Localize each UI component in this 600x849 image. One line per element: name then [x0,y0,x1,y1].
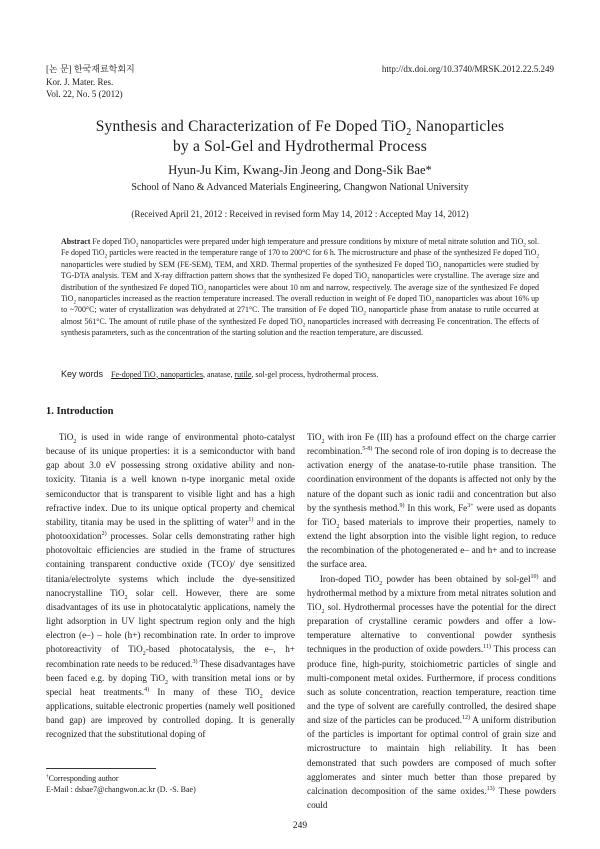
abstract-label: Abstract [61,237,91,246]
keywords: Key words Fe-doped TiO$_2$ nanoparticles, anatase, rutile, sol-gel process, hydrothermal process. [61,369,379,382]
journal-korean-name: [논 문] 한국재료학회지 [46,64,135,74]
received-dates: (Received April 21, 2012 : Received in revised form May 14, 2012 : Accepted May 14, 2012) [131,209,469,219]
page-number: 249 [292,821,308,831]
journal-header [46,63,135,101]
section-heading-introduction: 1. Introduction [46,406,114,417]
paragraph: TiO$_2$ with iron Fe (III) has a profound effect on the charge carrier recombination.$^{5-8)}$ The second role of iron doping is to decrease the activation energy of the anatase-to-rutile phase transition. The coordination environment of the dopants is affected not only by the nature of the dopant such as ionic radii and concentration but also by the synthesis method.$^{9)}$ In this work, $Fe^{3+}$ were used as dopants for TiO$_2$ based materials to improve their properties, namely to extend the light absorption into the visible light region, to reduce the recombination of the photogenerated e– and h+ and to increase the surface area. [307,432,556,570]
affiliation: School of Nano & Advanced Materials Engineering, Changwon National University [131,182,469,193]
journal-abbrev: Kor. J. Mater. Res. [46,76,114,87]
abstract: Abstract Fe doped TiO$_2$ nanoparticles were prepared under high temperature and pressure conditions by mixture of metal nitrate solution and TiO$_2$ sol. Fe doped TiO$_2$ particles were reacted in the temperature range of 170 to 200°C for 6 h. The microstructure and phase of the synthesized Fe doped TiO$_2$ nanoparticles were studied by SEM (FE-SEM), TEM, and XRD. Thermal properties of the synthesized Fe doped TiO$_2$ nanoparticles were studied by TG-DTA analysis. TEM and X-ray diffraction pattern shows that the synthesized Fe doped TiO$_2$ nanoparticles were crystalline. The average size and distribution of the synthesized Fe doped TiO$_2$ nanoparticles were about 10 nm and narrow, respectively. The average size of the synthesized Fe doped TiO$_2$ nanoparticles increased as the reaction temperature increased. The overall reduction in weight of Fe doped TiO$_2$ nanoparticles was about 16% up to ~700°C; water of crystallization was dehydrated at 271°C. The transition of Fe doped TiO$_2$ nanoparticle phase from anatase to rutile occurred at almost 561°C. The amount of rutile phase of the synthesized Fe doped TiO$_2$ nanoparticles increased with decreasing Fe concentration. The effects of synthesis parameters, such as the concentration of the starting solution and the reaction temperature, are discussed. [61,237,540,338]
author-list: Hyun-Ju Kim, Kwang-Jin Jeong and Dong-Sik Bae* [168,163,432,177]
paragraph: Iron-doped TiO$_2$ powder has been obtained by sol-gel$^{10)}$ and hydrothermal method by a mixture from metal nitrates solution and TiO$_2$ sol. Hydrothermal processes have the potential for the direct preparation of crystalline ceramic powders and offer a low-temperature alternative to conventional powder synthesis techniques in the production of oxide powders.$^{11)}$ This process can produce fine, high-purity, stoichiometric particles of single and multi-component metal oxides. Furthermore, if process conditions such as solute concentration, reaction temperature, reaction time and the type of solvent are carefully controlled, the desired shape and size of the particles can be produced.$^{12)}$ A uniform distribution of the particles is important for optimal control of grain size and microstructure to maintain high reliability. It has been demonstrated that such powders are composed of much softer agglomerates and sinter much better than those prepared by calcination decomposition of the same oxides.$^{13)}$ These powders could [307,573,556,811]
paper-title: Synthesis and Characterization of Fe Doped TiO$_2$ Nanoparticles by a Sol-Gel and Hydrothermal Process [95,118,505,155]
doi-link[interactable]: http://dx.doi.org/10.3740/MRSK.2012.22.5.249 [381,64,554,74]
body-column-right [307,430,556,812]
footnote: †Corresponding author E-Mail : dsbae7@changwon.ac.kr (D. -S. Bae) [46,773,196,794]
corresponding-email: E-Mail : dsbae7@changwon.ac.kr (D. -S. Bae) [46,785,196,794]
paragraph: TiO$_2$ is used in wide range of environmental photo-catalyst because of its unique properties: it is a semiconductor with band gap about 3.0 eV possessing strong oxidative ability and non-toxicity. Titania is a well known n-type inorganic metal oxide semiconductor that is transparent to visible light and has a high refractive index. Due to its unique optical property and chemical stability, titania may be used in the splitting of water$^{1)}$ and in the photooxidation$^{2)}$ processes. Solar cells demonstrating rather high photovoltaic efficiencies are studied in the frame of structures containing transparent conductive oxide (TCO)/ dye sensitized titania/electrolyte systems which include the dye-sensitized nanocrystalline TiO$_2$ solar cell. However, there are some disadvantages of its use in photocatalytic applications, namely the light adsorption in UV light spectrum region only and the high electron (e–) – hole (h+) recombination rate. In order to improve photoreactivity of TiO$_2$-based photocatalysis, the e–, h+ recombination rate needs to be reduced.$^{3)}$ These disadvantages have been faced e.g. by doping TiO$_2$ with transition metal ions or by special heat treatments.$^{4)}$ In many of these TiO$_2$ device applications, suitable electronic properties (namely well positioned band gap) are improved by controlled doping. It is generally recognized that the substitutional doping of [46,432,296,740]
journal-volume: Vol. 22, No. 5 (2012) [46,89,123,99]
keywords-label: Key words [61,369,104,379]
footnote-divider [46,768,156,769]
body-column-left [46,430,295,741]
